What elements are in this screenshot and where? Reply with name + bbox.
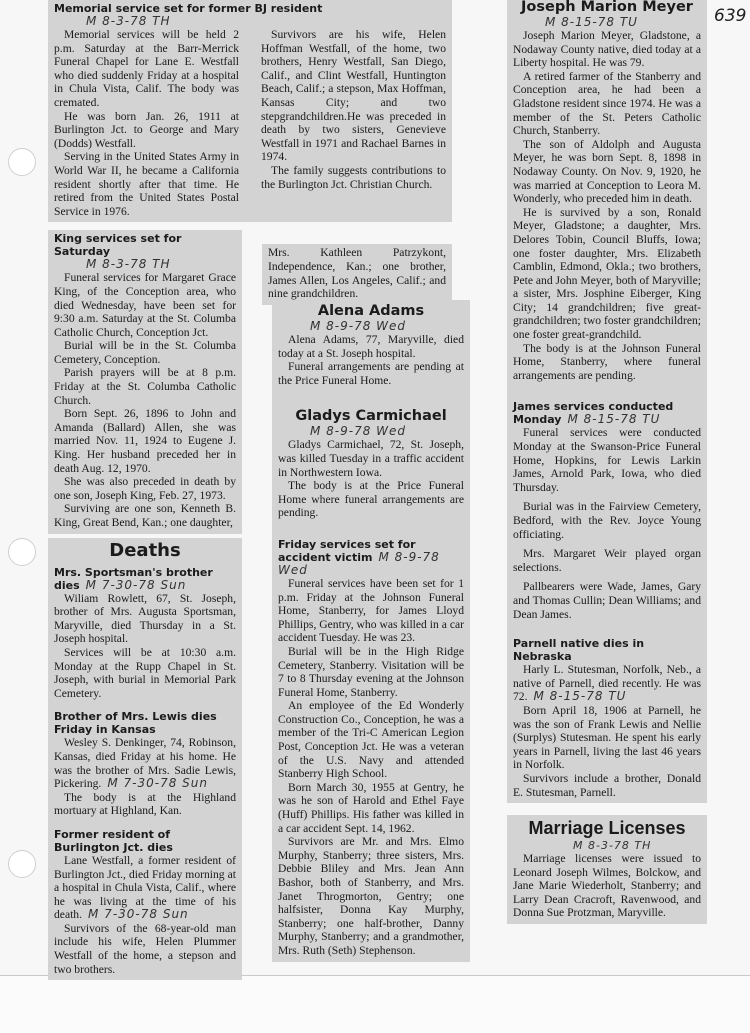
- paragraph: Joseph Marion Meyer, Gladstone, a Nodaway County native, died today at a Liberty hospital. He was 79.: [513, 29, 701, 70]
- paragraph: Burial will be in the St. Columba Cemetery, Conception.: [54, 339, 236, 366]
- clipping-marriage-licenses: [507, 815, 707, 924]
- paragraph: Memorial services will be held 2 p.m. Saturday at the Barr-Merrick Funeral Chapel for Lane E. Westfall who died suddenly Friday at a hospital in Chula Vista, Calif. The body was cremated.: [54, 28, 239, 109]
- paragraph: The family suggests contributions to the Burlington Jct. Christian Church.: [261, 163, 446, 191]
- article-body: [513, 663, 701, 799]
- article-body: [54, 271, 236, 529]
- binder-hole: [8, 148, 36, 176]
- headline-text: Friday services set for accident victim: [278, 537, 416, 564]
- clipping-right-column: [507, 0, 707, 803]
- handwritten-date: M 8-15-78 TU: [533, 689, 627, 704]
- paragraph: Pallbearers were Wade, James, Gary and Thomas Cullin; Dean Williams; and Dean James.: [513, 580, 701, 621]
- paragraph-text: Lane Westfall, a former resident of Burlington Jct., died Friday morning at a hospital in Chula Vista, Calif., where he was living at the time of his death.: [54, 853, 236, 922]
- paragraph: Survivors include a brother, Donald E. Stutesman, Parnell.: [513, 771, 701, 799]
- handwritten-date: M 7-30-78 Sun: [107, 776, 208, 791]
- handwritten-date: M 7-30-78 Sun: [88, 907, 189, 922]
- paragraph: A retired farmer of the Stanberry and Conception area, he had been a Gladstone resident since 1974. He was a member of the St. Peters Catholic Church, Stanberry.: [513, 69, 701, 138]
- paragraph: Parish prayers will be at 8 p.m. Friday at the St. Columba Catholic Church.: [54, 366, 236, 407]
- paragraph: Surviving are one son, Kenneth B. King, Great Bend, Kan.; one daughter,: [54, 502, 236, 529]
- paragraph-continued: Mrs. Kathleen Patrzykont, Independence, Kan.; one brother, James Allen, Los Angeles, Calif.; and nine grandchildren.: [268, 246, 446, 301]
- handwritten-date: M 8-15-78 TU: [545, 15, 638, 29]
- paragraph: Born April 18, 1906 at Parnell, he was the son of Frank Lewis and Nellie (Surplys) Stutesman. He spent his early years in Parnell, living the last 46 years in Norfolk.: [513, 703, 701, 772]
- paragraph: [513, 663, 701, 704]
- paragraph: Funeral services were conducted Monday at the Swanson-Price Funeral Home, Hopkins, for Lewis Larkin James, Arnold Park, Iowa, who died Thursday.: [513, 426, 701, 494]
- paragraph: The body is at the Highland mortuary at Highland, Kan.: [54, 790, 236, 818]
- paragraph: Survivors are his wife, Helen Hoffman Westfall, of the home, two brothers, Henry Westfall, San Diego, Calif., and Clint Westfall, Huntington Beach, Calif.; a stepson, Max Hoffman, Kansas City; and two stepgrandchildren.He was preceded in death by two sisters, Genevieve Westfall in 1971 and Rachael Barnes in 1974.: [261, 28, 446, 164]
- paragraph-text: Harly L. Stutesman, Norfolk, Neb., a native of Parnell, died recently. He was 72.: [513, 663, 701, 704]
- paragraph: [54, 854, 236, 922]
- clipping-deaths: [48, 538, 242, 981]
- handwritten-date: M 8-3-78 TH: [573, 839, 652, 853]
- article-body: [54, 736, 236, 818]
- headline: Parnell native dies in Nebraska: [513, 637, 645, 664]
- headline: Alena Adams: [317, 303, 425, 319]
- page-number: 639: [714, 6, 747, 26]
- article-body: [54, 28, 446, 218]
- paragraph: Marriage licenses were issued to Leonard Joseph Wilmes, Bolckow, and Jane Marie Wiederholt, Stanberry; and Larry Dean Cracroft, Ravenwood, and Donna Sue Protzman, Maryville.: [513, 852, 701, 920]
- section-title: Deaths: [109, 539, 181, 561]
- article-body: [513, 29, 701, 382]
- handwritten-date: M 8-3-78 TH: [86, 14, 171, 28]
- headline: Gladys Carmichael: [295, 408, 447, 425]
- article-body: [513, 426, 701, 621]
- headline: Memorial service set for former BJ resident: [54, 2, 323, 15]
- paragraph: The son of Aldolph and Augusta Meyer, he was born Sept. 8, 1898 in Nodaway County. On Nov. 9, 1920, he was married at Conception to Leora M. Wonderly, who preceded him in death.: [513, 137, 701, 206]
- paragraph: Serving in the United States Army in World War II, he became a California resident shortly after that time. He retired from the United States Postal Service in 1976.: [54, 150, 239, 218]
- headline-text: James services conducted Monday: [513, 400, 674, 427]
- paragraph: Survivors are Mr. and Mrs. Elmo Murphy, Stanberry; three sisters, Mrs. Debbie Bliley and Mrs. Jean Ann Bashor, both of Stanberry, and Mrs. Janet Throgmorton, Gentry; one halfsister, Donna Kay Murphy, Stanberry; one half-brother, Danny Murphy, Stanberry; and a grandmother, Mrs. Ruth (Seth) Stephenson.: [278, 835, 464, 957]
- headline: King services set for Saturday: [54, 232, 182, 259]
- article-body: [54, 592, 236, 701]
- binder-hole: [8, 538, 36, 566]
- headline: Brother of Mrs. Lewis dies Friday in Kansas: [54, 710, 217, 737]
- handwritten-date: M 8-9-78 Wed: [310, 424, 407, 439]
- headline: [513, 400, 701, 426]
- article-body: [278, 438, 464, 520]
- paragraph: Funeral services have been set for 1 p.m. Friday at the Johnson Funeral Home, Stanberry, for James Lloyd Phillips, Gentry, who was killed in a car accident Tuesday. He was 23.: [278, 576, 464, 645]
- binder-hole: [8, 850, 36, 878]
- paragraph: The body is at the Johnson Funeral Home, Stanberry, where funeral arrangements are pending.: [513, 341, 701, 382]
- paragraph: Born March 30, 1955 at Gentry, he was he son of Harold and Ethel Faye (Huff) Phillips. His father was killed in a car accident Sept. 14, 1962.: [278, 780, 464, 835]
- paragraph: The body is at the Price Funeral Home where funeral arrangements are pending.: [278, 479, 464, 520]
- headline: Joseph Marion Meyer: [521, 0, 693, 15]
- paragraph: She was also preceded in death by one son, Joseph King, Feb. 27, 1973.: [54, 475, 236, 502]
- clipping-memorial-service: [48, 0, 452, 222]
- paragraph: Burial was in the Fairview Cemetery, Bedford, with the Rev. Joyce Young officiating.: [513, 500, 701, 541]
- paragraph: Born Sept. 26, 1896 to John and Amanda (Ballard) Allen, she was married Nov. 11, 1924 to Eugene J. King. Her husband preceded her in death Aug. 12, 1970.: [54, 407, 236, 475]
- paragraph: An employee of the Ed Wonderly Construction Co., Conception, he was a member of the Tri-C American Legion Post, Conception Jct. He was a veteran of the U.S. Navy and attended Stanberry High School.: [278, 699, 464, 781]
- paragraph: He is survived by a son, Ronald Meyer, Gladstone; a daughter, Mrs. Delores Tobin, Council Bluffs, Iowa; one foster daughter, Mrs. Elizabeth Camblin, Edmond, Okla.; two brothers, Pete and John Meyer, both of Maryville; a sister, Mrs. Josphine Eiberger, King City; 14 grandchildren; five great-grandchildren; two foster grandchildren; one foster great-grandchild.: [513, 205, 701, 342]
- headline: Former resident of Burlington Jct. dies: [54, 827, 173, 854]
- paragraph: Wiliam Rowlett, 67, St. Joseph, brother of Mrs. Augusta Sportsman, Maryville, died Thursday in a St. Joseph hospital.: [54, 591, 236, 646]
- paragraph: [54, 736, 236, 790]
- left-column: [48, 230, 242, 980]
- clipping-king-continued: [262, 244, 452, 304]
- paragraph: Gladys Carmichael, 72, St. Joseph, was killed Tuesday in a traffic accident in Northwestern Iowa.: [278, 438, 464, 479]
- paragraph: He was born Jan. 26, 1911 at Burlington Jct. to George and Mary (Dodds) Westfall.: [54, 109, 239, 150]
- headline: [278, 538, 464, 577]
- paragraph: Alena Adams, 77, Maryville, died today at a St. Joseph hospital.: [278, 333, 464, 360]
- handwritten-date: M 8-3-78 TH: [86, 257, 171, 272]
- middle-area: [272, 300, 470, 962]
- handwritten-date: M 7-30-78 Sun: [85, 577, 187, 592]
- paragraph: Services will be at 10:30 a.m. Monday at the Rupp Chapel in St. Joseph, with burial in Memorial Park Cemetery.: [54, 645, 236, 700]
- headline-text: Mrs. Sportsman's brother dies: [54, 565, 213, 592]
- paragraph: Funeral services for Margaret Grace King, of the Conception area, who died Wednesday, have been set for 9:30 a.m. Saturday at the St. Columba Catholic Church, Conception Jct.: [54, 271, 236, 339]
- handwritten-date: M 8-15-78 TU: [567, 412, 661, 427]
- headline: [54, 566, 236, 592]
- headline: Marriage Licenses: [528, 818, 686, 839]
- handwritten-date: M 8-9-78 Wed: [278, 549, 440, 577]
- article-body: [278, 333, 464, 387]
- article-body: [54, 854, 236, 976]
- clipping-middle-column: [272, 300, 470, 962]
- paragraph: Mrs. Margaret Weir played organ selections.: [513, 547, 701, 574]
- handwritten-date: M 8-9-78 Wed: [310, 319, 407, 333]
- article-body: [513, 852, 701, 920]
- paragraph: Survivors of the 68-year-old man include his wife, Helen Plummer Westfall of the home, a stepson and two brothers.: [54, 921, 236, 976]
- paragraph: Burial will be in the High Ridge Cemetery, Stanberry. Visitation will be 7 to 8 Thursday evening at the Johnson Funeral Home, Stanberry.: [278, 644, 464, 699]
- clipping-king-services: [48, 230, 242, 533]
- page-bottom-margin: [0, 976, 750, 1033]
- article-body: [278, 577, 464, 958]
- right-area: [507, 0, 707, 924]
- paragraph-text: Wesley S. Denkinger, 74, Robinson, Kansas, died Friday at his home. He was the brother of Mrs. Sadie Lewis, Pickering.: [54, 736, 236, 791]
- paragraph: Funeral arrangements are pending at the Price Funeral Home.: [278, 360, 464, 387]
